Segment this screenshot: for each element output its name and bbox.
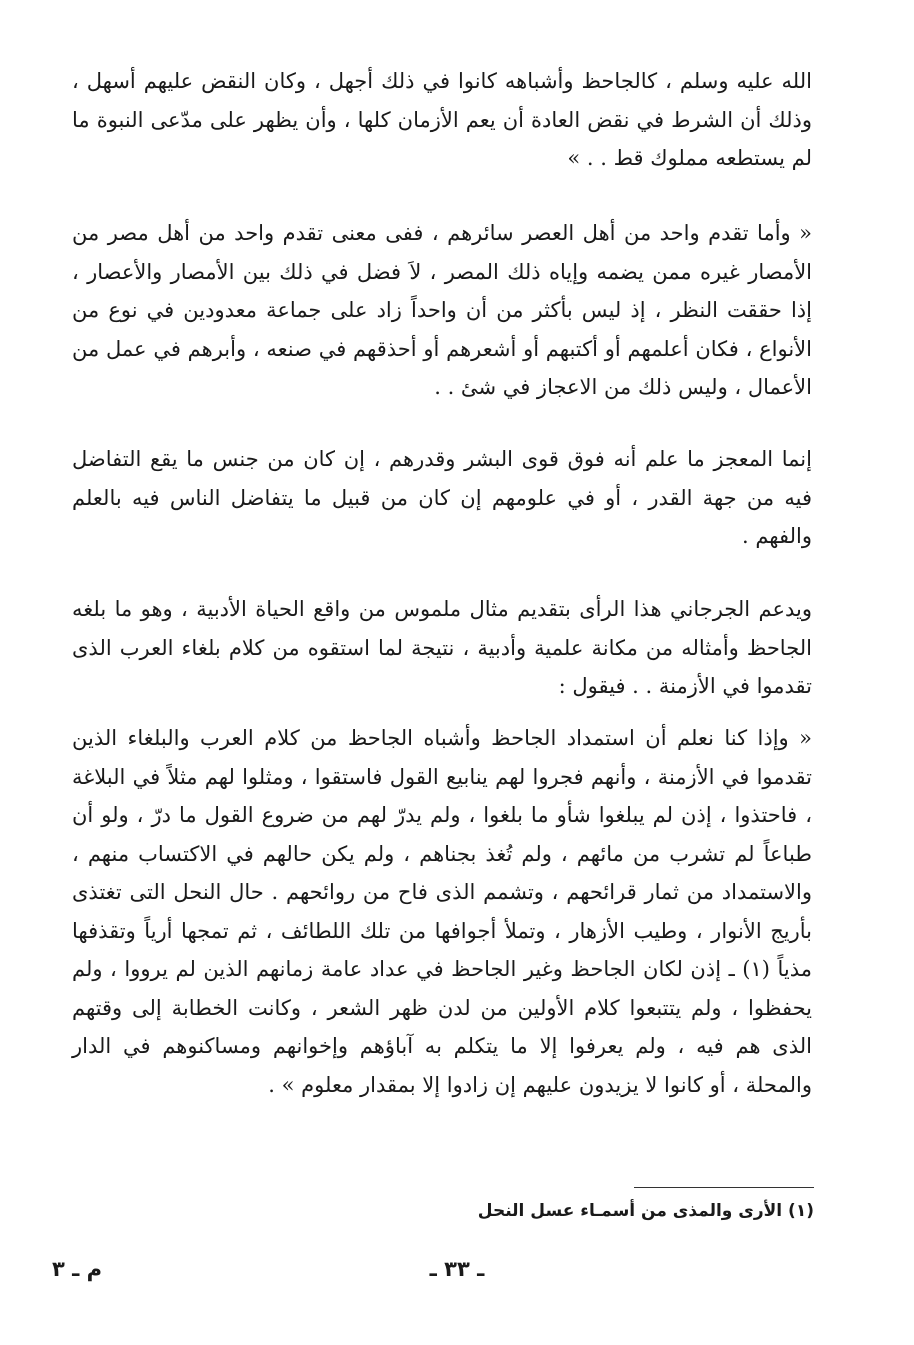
body-text bbox=[72, 440, 812, 556]
body-text bbox=[72, 719, 812, 1104]
footnote-divider bbox=[634, 1187, 814, 1188]
footnote: (١) الأرى والمذى من أسمـاء عسل النحل bbox=[477, 1201, 814, 1221]
body-text bbox=[72, 62, 812, 178]
paragraph: « وأما تقدم واحد من أهل العصر سائرهم ، ففى معنى تقدم واحد من أهل مصر من الأمصار غيره ممن يضمه وإياه ذلك المصر ، لاَ فضل في ذلك بين الأمصار والأعصار ، إذا حققت النظر ، إذ ليس بأكثر من أن واحداً زاد على جماعة معدودين في نوع من الأنواع ، فكان أعلمهم أو أكتبهم أو أشعرهم أو أحذقهم في صنعه ، وأبرهم في عمل من الأعمال ، وليس ذلك من الاعجاز في شئ . . bbox=[72, 221, 812, 399]
printer-signature: م ـ ٣ bbox=[52, 1257, 103, 1281]
page-number: ـ ٣٣ ـ bbox=[429, 1257, 485, 1281]
body-text bbox=[72, 590, 812, 706]
paragraph: « وإذا كنا نعلم أن استمداد الجاحظ وأشباه الجاحظ من كلام العرب والبلغاء الذين تقدموا في الأزمنة ، وأنهم فجروا لهم ينابيع القول فاستقوا ، ومثلوا لهم مثلاً في البلاغة ، فاحتذوا ، إذن لم يبلغوا شأو ما بلغوا ، ولم يدرّ لهم من ضروع القول ما درّ ، ولو أن طباعاً لم تشرب من مائهم ، ولم تُغذ بجناهم ، ولم يكن حالهم في الاكتساب منهم ، والاستمداد من ثمار قرائحهم ، وتشمم الذى فاح من روائحهم . حال النحل التى تغتذى بأريج الأنوار ، وطيب الأزهار ، وتملأ أجوافها من تلك اللطائف ، ثم تمجها أرياً وتقذفها مذياً (١) ـ إذن لكان الجاحظ وغير الجاحظ في عداد عامة زمانهم الذين لم يرووا ، ولم يحفظوا ، ولم يتتبعوا كلام الأولين من لدن ظهر الشعر ، وكانت الخطابة إلى وقتهم الذى هم فيه ، ولم يعرفوا إلا ما يتكلم به آباؤهم وإخوانهم ومساكنوهم في الدار والمحلة ، أو كانوا لا يزيدون عليهم إن زادوا إلا بمقدار معلوم » . bbox=[72, 726, 813, 1097]
paragraph: الله عليه وسلم ، كالجاحظ وأشباهه كانوا في ذلك أجهل ، وكان النقض عليهم أسهل ، وذلك أن الشرط في نقض العادة أن يعم الأزمان كلها ، وأن يظهر على مدّعى النبوة ما لم يستطعه مملوك قط . . » bbox=[72, 69, 812, 170]
body-text bbox=[72, 214, 812, 407]
paragraph: ويدعم الجرجاني هذا الرأى بتقديم مثال ملموس من واقع الحياة الأدبية ، وهو ما بلغه الجاحظ وأمثاله من مكانة علمية وأدبية ، نتيجة لما استقوه من كلام بلغاء العرب الذى تقدموا في الأزمنة . . فيقول : bbox=[72, 597, 812, 698]
paragraph: إنما المعجز ما علم أنه فوق قوى البشر وقدرهم ، إن كان من جنس ما يقع التفاضل فيه من جهة القدر ، أو في علومهم إن كان من قبيل ما يتفاضل الناس فيه بالعلم والفهم . bbox=[72, 447, 812, 548]
